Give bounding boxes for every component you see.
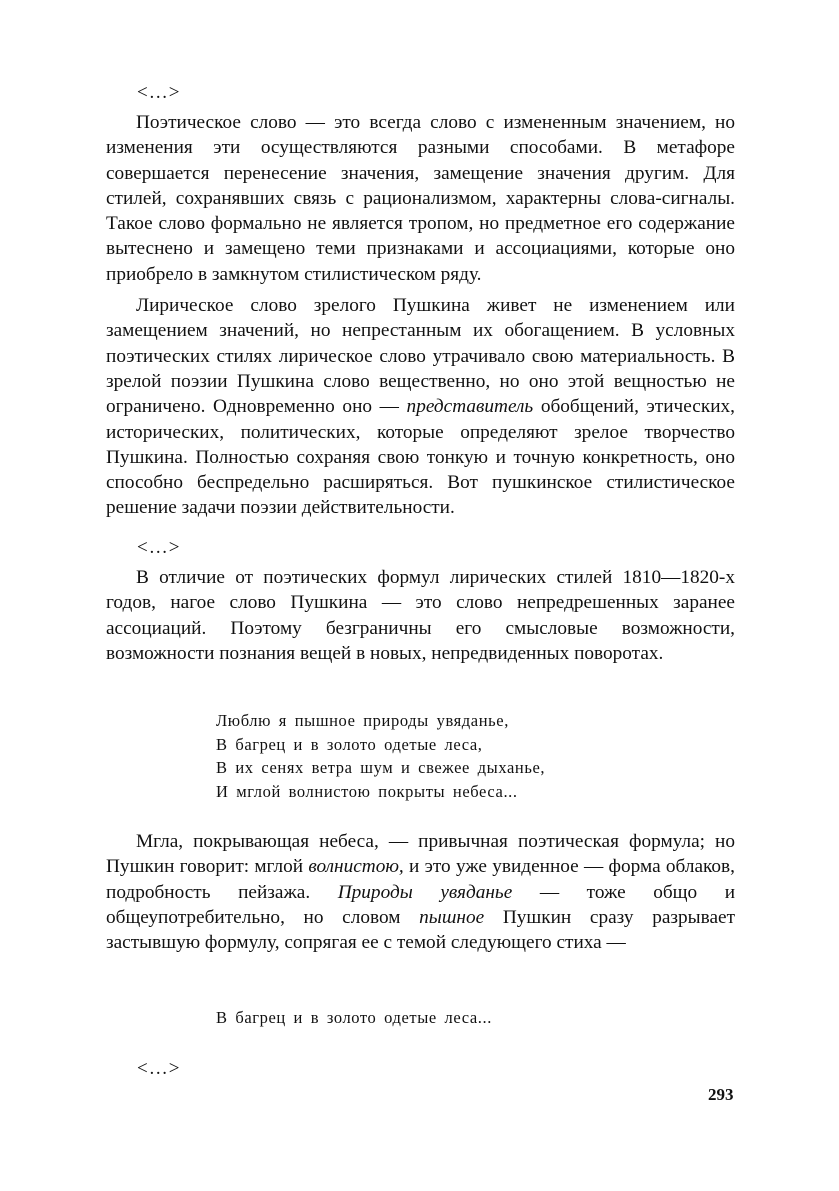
poem-line: В их сенях ветра шум и свежее дыханье, [216, 758, 546, 778]
text-block-3 [106, 829, 735, 955]
poem-line: В багрец и в золото одетые леса... [216, 1008, 492, 1027]
omission-marker-middle: <…> [137, 537, 181, 558]
paragraph-poetic-word: Поэтическое слово — это всегда слово с измененным значением, но изменения эти осуществляются разными способами. В метафоре совершается перенесение значения, замещение значения другим. Для стилей, сохранявших связь с рационализмом, характерны слова-сигналы. Такое слово формально не является тропом, но предметное его содержание вытеснено и замещено теми признаками и ассоциациями, которые оно приобрело в замкнутом стилистическом ряду. [106, 112, 735, 285]
poem-line: В багрец и в золото одетые леса, [216, 734, 483, 754]
paragraph-text: — тоже общо и общеупотребительно, но словом [106, 881, 736, 928]
paragraph-lyrical-word [106, 293, 735, 521]
paragraph-mist [106, 829, 735, 955]
omission-marker-top: <…> [137, 82, 181, 103]
italic-phrase: Природы увяданье [337, 881, 513, 903]
omission-marker-bottom: <…> [137, 1058, 181, 1079]
poem-quote-single [216, 1006, 636, 1030]
poem-line: И мглой волнистою покрыты небеса... [216, 781, 518, 801]
italic-word: представитель [406, 396, 534, 418]
paragraph-text: обобщений, этических, исторических, политических, которые определяют зрелое творчество Пушкина. Полностью сохраняя свою тонкую и точную конкретность, оно способно беспредельно расширяться. Вот пушкинское стилистическое решение задачи поэзии действительности. [106, 396, 735, 519]
paragraph-text: Мгла, покрывающая небеса, — привычная поэтическая формула; но Пушкин говорит: мглой [106, 831, 735, 878]
paragraph-text: Пушкин сразу разрывает застывшую формулу, сопрягая ее с темой следующего стиха — [106, 906, 735, 954]
paragraph-text: и это уже увиденное — форма облаков, подробность пейзажа. [106, 856, 735, 903]
paragraph-text: Лирическое слово зрелого Пушкина живет не изменением или замещением значений, но непрестанным их обогащением. В условных поэтических стилях лирическое слово утрачивало свою материальность. В зрелой поэзии Пушкина слово вещественно, но оно этой вещностью не ограничено. Одновременно оно — [106, 295, 735, 418]
text-block-2 [106, 565, 735, 666]
poem-quote [216, 709, 636, 803]
paragraph-formulas: В отличие от поэтических формул лирических стилей 1810—1820-х годов, нагое слово Пушкина — это слово непредрешенных заранее ассоциаций. Поэтому безграничны его смысловые возможности, возможности познания вещей в новых, непредвиденных поворотах. [106, 567, 735, 664]
italic-word: волнистою, [308, 856, 404, 878]
page-number: 293 [708, 1085, 734, 1104]
text-block-1 [106, 110, 735, 521]
italic-word: пышное [419, 906, 485, 928]
poem-line: Люблю я пышное природы увяданье, [216, 711, 509, 730]
